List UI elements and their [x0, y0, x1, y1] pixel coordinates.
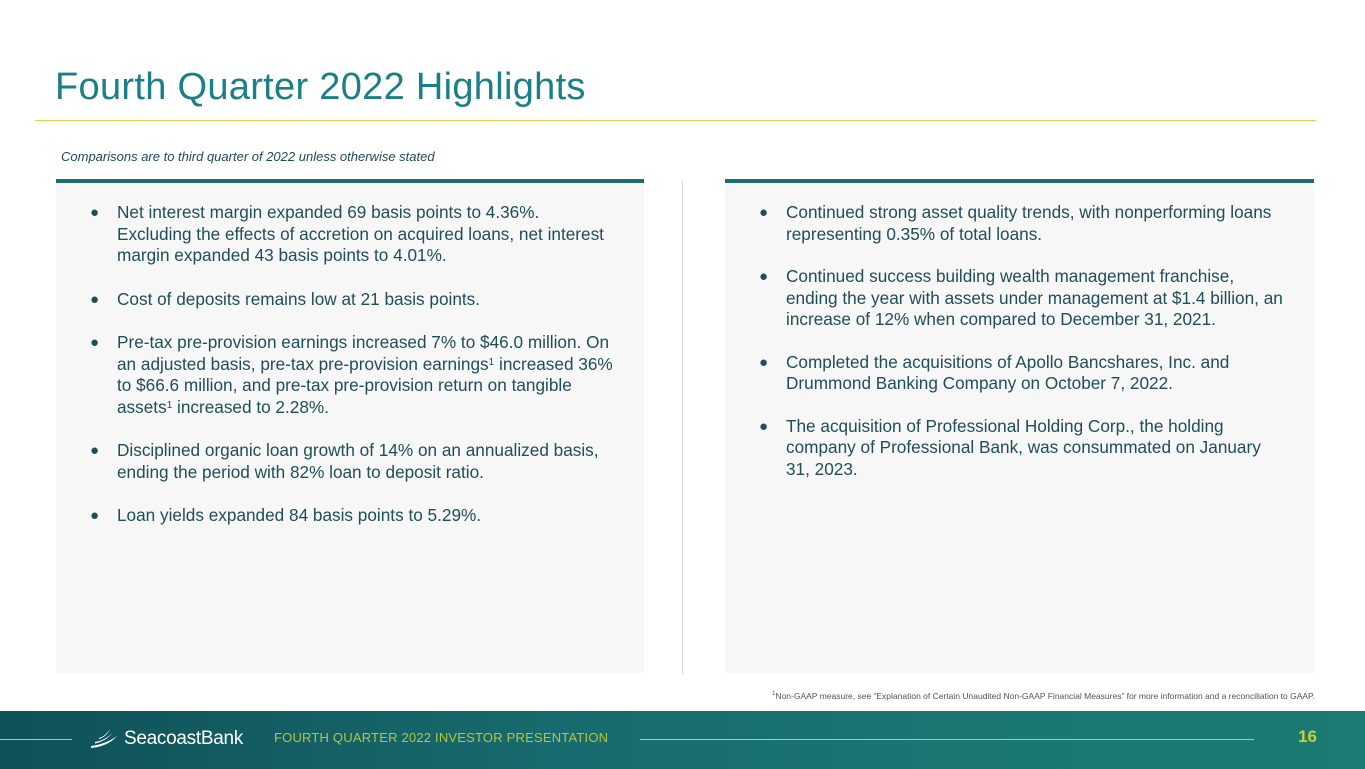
title-divider: [35, 120, 1316, 121]
bullet-icon: ●: [90, 204, 100, 221]
bullet-icon: ●: [90, 442, 100, 459]
bullet-text: Cost of deposits remains low at 21 basis points.: [117, 288, 481, 309]
sail-logo-icon: [89, 726, 119, 752]
bullet-text: The acquisition of Professional Holding Corp., the holding company of Professional Bank, was consummated on January 31, 2023.: [786, 415, 1261, 479]
left-highlights-panel: [56, 179, 644, 673]
footer-right-rule: [640, 739, 1254, 740]
list-item: [90, 202, 617, 267]
list-item: [759, 351, 1286, 395]
list-item: [759, 202, 1286, 245]
footer-left-rule: [0, 739, 72, 740]
page-title: Fourth Quarter 2022 Highlights: [55, 66, 586, 108]
footnote-text: Non-GAAP measure, see “Explanation of Certain Unaudited Non-GAAP Financial Measures” for more information and a reconciliation to GAAP.: [775, 691, 1315, 701]
right-panel-accent-bar: [725, 179, 1314, 183]
non-gaap-footnote: [772, 691, 1315, 701]
right-highlights-panel: [725, 179, 1314, 673]
column-divider: [682, 180, 683, 674]
bullet-text: Continued success building wealth management franchise, ending the year with assets under management at $1.4 billion, an increase of 12% when compared to December 31, 2021.: [786, 266, 1283, 329]
list-item: [759, 266, 1286, 331]
footnote-marker: 1: [166, 399, 173, 411]
bullet-text: Continued strong asset quality trends, with nonperforming loans representing 0.35% of total loans.: [786, 202, 1272, 244]
bullet-text-part: Pre-tax pre-provision earnings increased 7% to $46.0 million. On an adjusted basis, pre-tax pre-provision earnings: [117, 332, 610, 374]
list-item: [90, 288, 617, 311]
bullet-icon: ●: [759, 417, 769, 435]
bullet-icon: ●: [759, 204, 769, 221]
bullet-text: Disciplined organic loan growth of 14% on an annualized basis, ending the period with 82% loan to deposit ratio.: [117, 440, 599, 482]
bullet-text-part: increased 36% to $66.6 million, and pre-tax pre-provision return on tangible assets: [117, 353, 613, 417]
list-item: [90, 332, 617, 418]
seacoast-bank-logo: [89, 724, 243, 754]
bullet-icon: ●: [90, 290, 100, 308]
bullet-text-part: increased to 2.28%.: [172, 396, 329, 417]
left-bullet-list: [90, 202, 617, 527]
bullet-icon: ●: [90, 507, 100, 524]
right-bullet-list: [759, 202, 1286, 480]
footer-bar: [0, 711, 1365, 769]
footnote-marker: 1: [772, 691, 776, 697]
bullet-icon: ●: [759, 353, 769, 371]
bullet-text: Completed the acquisitions of Apollo Bancshares, Inc. and Drummond Banking Company on October 7, 2022.: [786, 351, 1230, 393]
page-number: 16: [1298, 727, 1317, 746]
bullet-icon: ●: [90, 334, 100, 351]
list-item: [90, 440, 617, 483]
left-panel-accent-bar: [56, 179, 644, 183]
comparison-note: Comparisons are to third quarter of 2022 unless otherwise stated: [61, 149, 435, 164]
bullet-icon: ●: [759, 268, 769, 285]
logo-wordmark: SeacoastBank: [124, 728, 243, 749]
list-item: [90, 505, 617, 527]
footnote-marker: 1: [488, 356, 495, 368]
list-item: [759, 415, 1286, 481]
bullet-text: Net interest margin expanded 69 basis points to 4.36%. Excluding the effects of accretion on acquired loans, net interest margin expanded 43 basis points to 4.01%.: [117, 202, 604, 265]
presentation-title: FOURTH QUARTER 2022 INVESTOR PRESENTATION: [274, 730, 609, 745]
bullet-text: Loan yields expanded 84 basis points to 5.29%.: [117, 505, 482, 525]
